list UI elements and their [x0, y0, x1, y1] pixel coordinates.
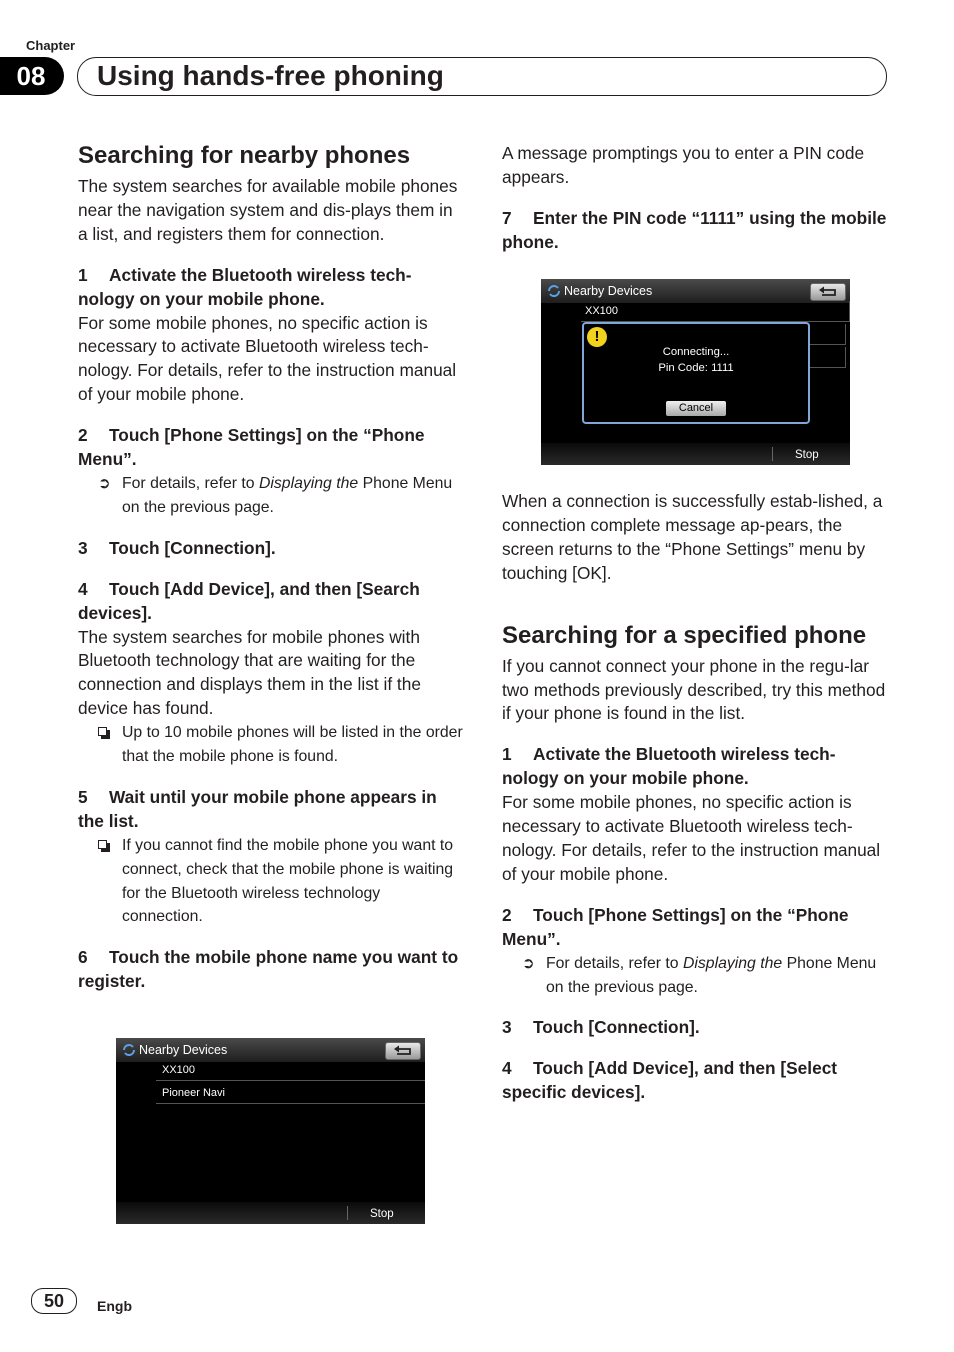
note-text: Up to 10 mobile phones will be listed in the order that the mobile phone is found. — [122, 724, 463, 766]
bold-text: Phone Settings — [671, 538, 789, 559]
step-number: 4 — [78, 578, 88, 599]
step-number: 2 — [502, 904, 512, 925]
step-text: Activate the Bluetooth wireless tech-nology on your mobile phone. — [502, 744, 836, 789]
device-list-item[interactable] — [807, 347, 846, 368]
step-text: Touch [Add Device], and then [Search devices]. — [78, 578, 420, 623]
step-text: Touch [Phone Settings] on the “Phone Menu”. — [78, 425, 425, 470]
cancel-button[interactable]: Cancel — [666, 401, 726, 416]
specified-intro: If you cannot connect your phone in the regu-lar two methods previously described, try this method if your phone is found in the list. — [502, 655, 886, 724]
step-number: 7 — [502, 207, 512, 228]
step-text: Touch [Connection]. — [109, 537, 276, 558]
step-number: 5 — [78, 786, 88, 807]
checkbox-icon — [98, 840, 107, 849]
step-2 — [78, 424, 463, 472]
note-italic: Displaying the — [258, 474, 363, 492]
step-number: 2 — [78, 425, 88, 446]
step-3 — [502, 1016, 887, 1040]
screen-bottom-bar — [116, 1202, 425, 1224]
note-text: If you cannot find the mobile phone you want to connect, check that the mobile phone is waiting for the Bluetooth wireless technology connection. — [122, 836, 454, 926]
section-heading-nearby: Searching for nearby phones — [78, 142, 411, 169]
device-name: XX100 — [585, 305, 619, 317]
note-italic: Displaying the — [682, 954, 787, 972]
device-list-item[interactable] — [156, 1060, 425, 1081]
step-text: Touch [Add Device], and then [Select specific devices]. — [502, 1058, 838, 1103]
step-number: 1 — [78, 264, 88, 285]
back-button[interactable] — [385, 1042, 421, 1060]
chapter-number: 08 — [0, 57, 64, 95]
note-bold: Phone Menu — [362, 474, 453, 492]
note-text: on the previous page. — [122, 498, 274, 516]
pin-message: A message promptings you to enter a PIN code appears. — [502, 143, 865, 187]
step-4 — [78, 578, 463, 626]
step-text: Touch [Phone Settings] on the “Phone Menu”. — [502, 904, 849, 949]
back-button[interactable] — [810, 283, 846, 301]
separator — [347, 1206, 348, 1220]
step-2-note — [78, 472, 463, 520]
step-number: 3 — [502, 1017, 512, 1038]
step-7 — [502, 207, 887, 255]
step-1-body: For some mobile phones, no specific action is necessary to activate Bluetooth wireless tech-nology. For details, refer to the instruction manual of your mobile phone. — [502, 792, 881, 884]
checkbox-icon — [98, 727, 107, 736]
text: ” menu by touching [ — [502, 538, 866, 583]
screen-bottom-bar — [541, 443, 850, 465]
device-list-item[interactable] — [807, 324, 846, 345]
step-number: 6 — [78, 947, 88, 968]
device-name: Pioneer Navi — [162, 1087, 225, 1099]
note-text: For details, refer to — [546, 954, 683, 972]
pin-code-text: Pin Code: 1111 — [658, 362, 734, 374]
stop-button[interactable]: Stop — [795, 449, 819, 461]
connecting-text: Connecting... — [662, 346, 730, 358]
step-text: Wait until your mobile phone appears in the list. — [78, 786, 437, 831]
step-2 — [502, 904, 887, 952]
right-column — [502, 141, 887, 255]
step-text: Touch the mobile phone name you want to register. — [78, 947, 459, 992]
step-4-note — [78, 721, 463, 769]
note-bold: Phone Menu — [786, 954, 877, 972]
screen-title-bar — [541, 279, 850, 303]
note-text: on the previous page. — [546, 978, 698, 996]
back-arrow-icon — [386, 1043, 420, 1059]
step-1 — [78, 264, 463, 312]
step-6 — [78, 946, 463, 994]
nearby-intro: The system searches for available mobile phones near the navigation system and dis-plays them in a list, and registers them for connection. — [78, 176, 458, 244]
screen-title-bar — [116, 1038, 425, 1062]
bold-text: OK — [576, 562, 602, 583]
device-list-item[interactable] — [581, 301, 850, 322]
step-5 — [78, 786, 463, 834]
right-column-lower — [502, 490, 887, 1105]
chapter-label: Chapter — [26, 38, 76, 53]
screen-title: Nearby Devices — [139, 1043, 228, 1057]
step-number: 4 — [502, 1058, 512, 1079]
language-code: Engb — [97, 1298, 132, 1314]
bluetooth-icon — [547, 284, 561, 298]
connecting-screenshot — [541, 279, 850, 465]
step-text: Enter the PIN code “1111” using the mobile phone. — [502, 207, 887, 252]
connecting-dialog — [582, 322, 810, 424]
step-text: Touch [Connection]. — [533, 1017, 700, 1038]
bluetooth-icon — [122, 1043, 136, 1057]
device-list-item[interactable] — [156, 1083, 425, 1104]
step-1-body: For some mobile phones, no specific action is necessary to activate Bluetooth wireless tech-nology. For details, refer to the instruction manual of your mobile phone. — [78, 312, 457, 405]
step-4 — [502, 1057, 887, 1105]
step-4-body: The system searches for mobile phones with Bluetooth technology that are waiting for the connection and displays them in the list if the device has found. — [78, 626, 421, 719]
stop-button[interactable]: Stop — [370, 1208, 394, 1220]
warning-icon: ! — [587, 327, 607, 347]
separator — [772, 447, 773, 461]
device-name: XX100 — [162, 1064, 196, 1076]
step-number: 3 — [78, 537, 88, 558]
success-message — [502, 490, 887, 586]
left-column — [78, 141, 463, 994]
back-arrow-icon — [811, 284, 845, 300]
page-number: 50 — [31, 1288, 77, 1314]
step-3 — [78, 537, 463, 561]
section-heading-specified: Searching for a specified phone — [502, 621, 867, 649]
chapter-title: Using hands-free phoning — [97, 60, 444, 91]
arrow-right-icon: ➲ — [98, 474, 111, 492]
note-text: For details, refer to — [122, 474, 259, 492]
screen-title: Nearby Devices — [564, 284, 653, 298]
step-text: Activate the Bluetooth wireless tech-nology on your mobile phone. — [78, 264, 412, 309]
step-5-note — [78, 834, 463, 930]
text: ]. — [601, 562, 612, 583]
nearby-devices-screenshot — [116, 1038, 425, 1224]
step-1 — [502, 743, 887, 791]
step-number: 1 — [502, 744, 512, 765]
text: When a connection is successfully estab-lished, a connection complete message ap-pears, the screen returns to the “ — [502, 491, 883, 559]
arrow-right-icon: ➲ — [522, 954, 535, 972]
step-2-note — [502, 952, 887, 1000]
